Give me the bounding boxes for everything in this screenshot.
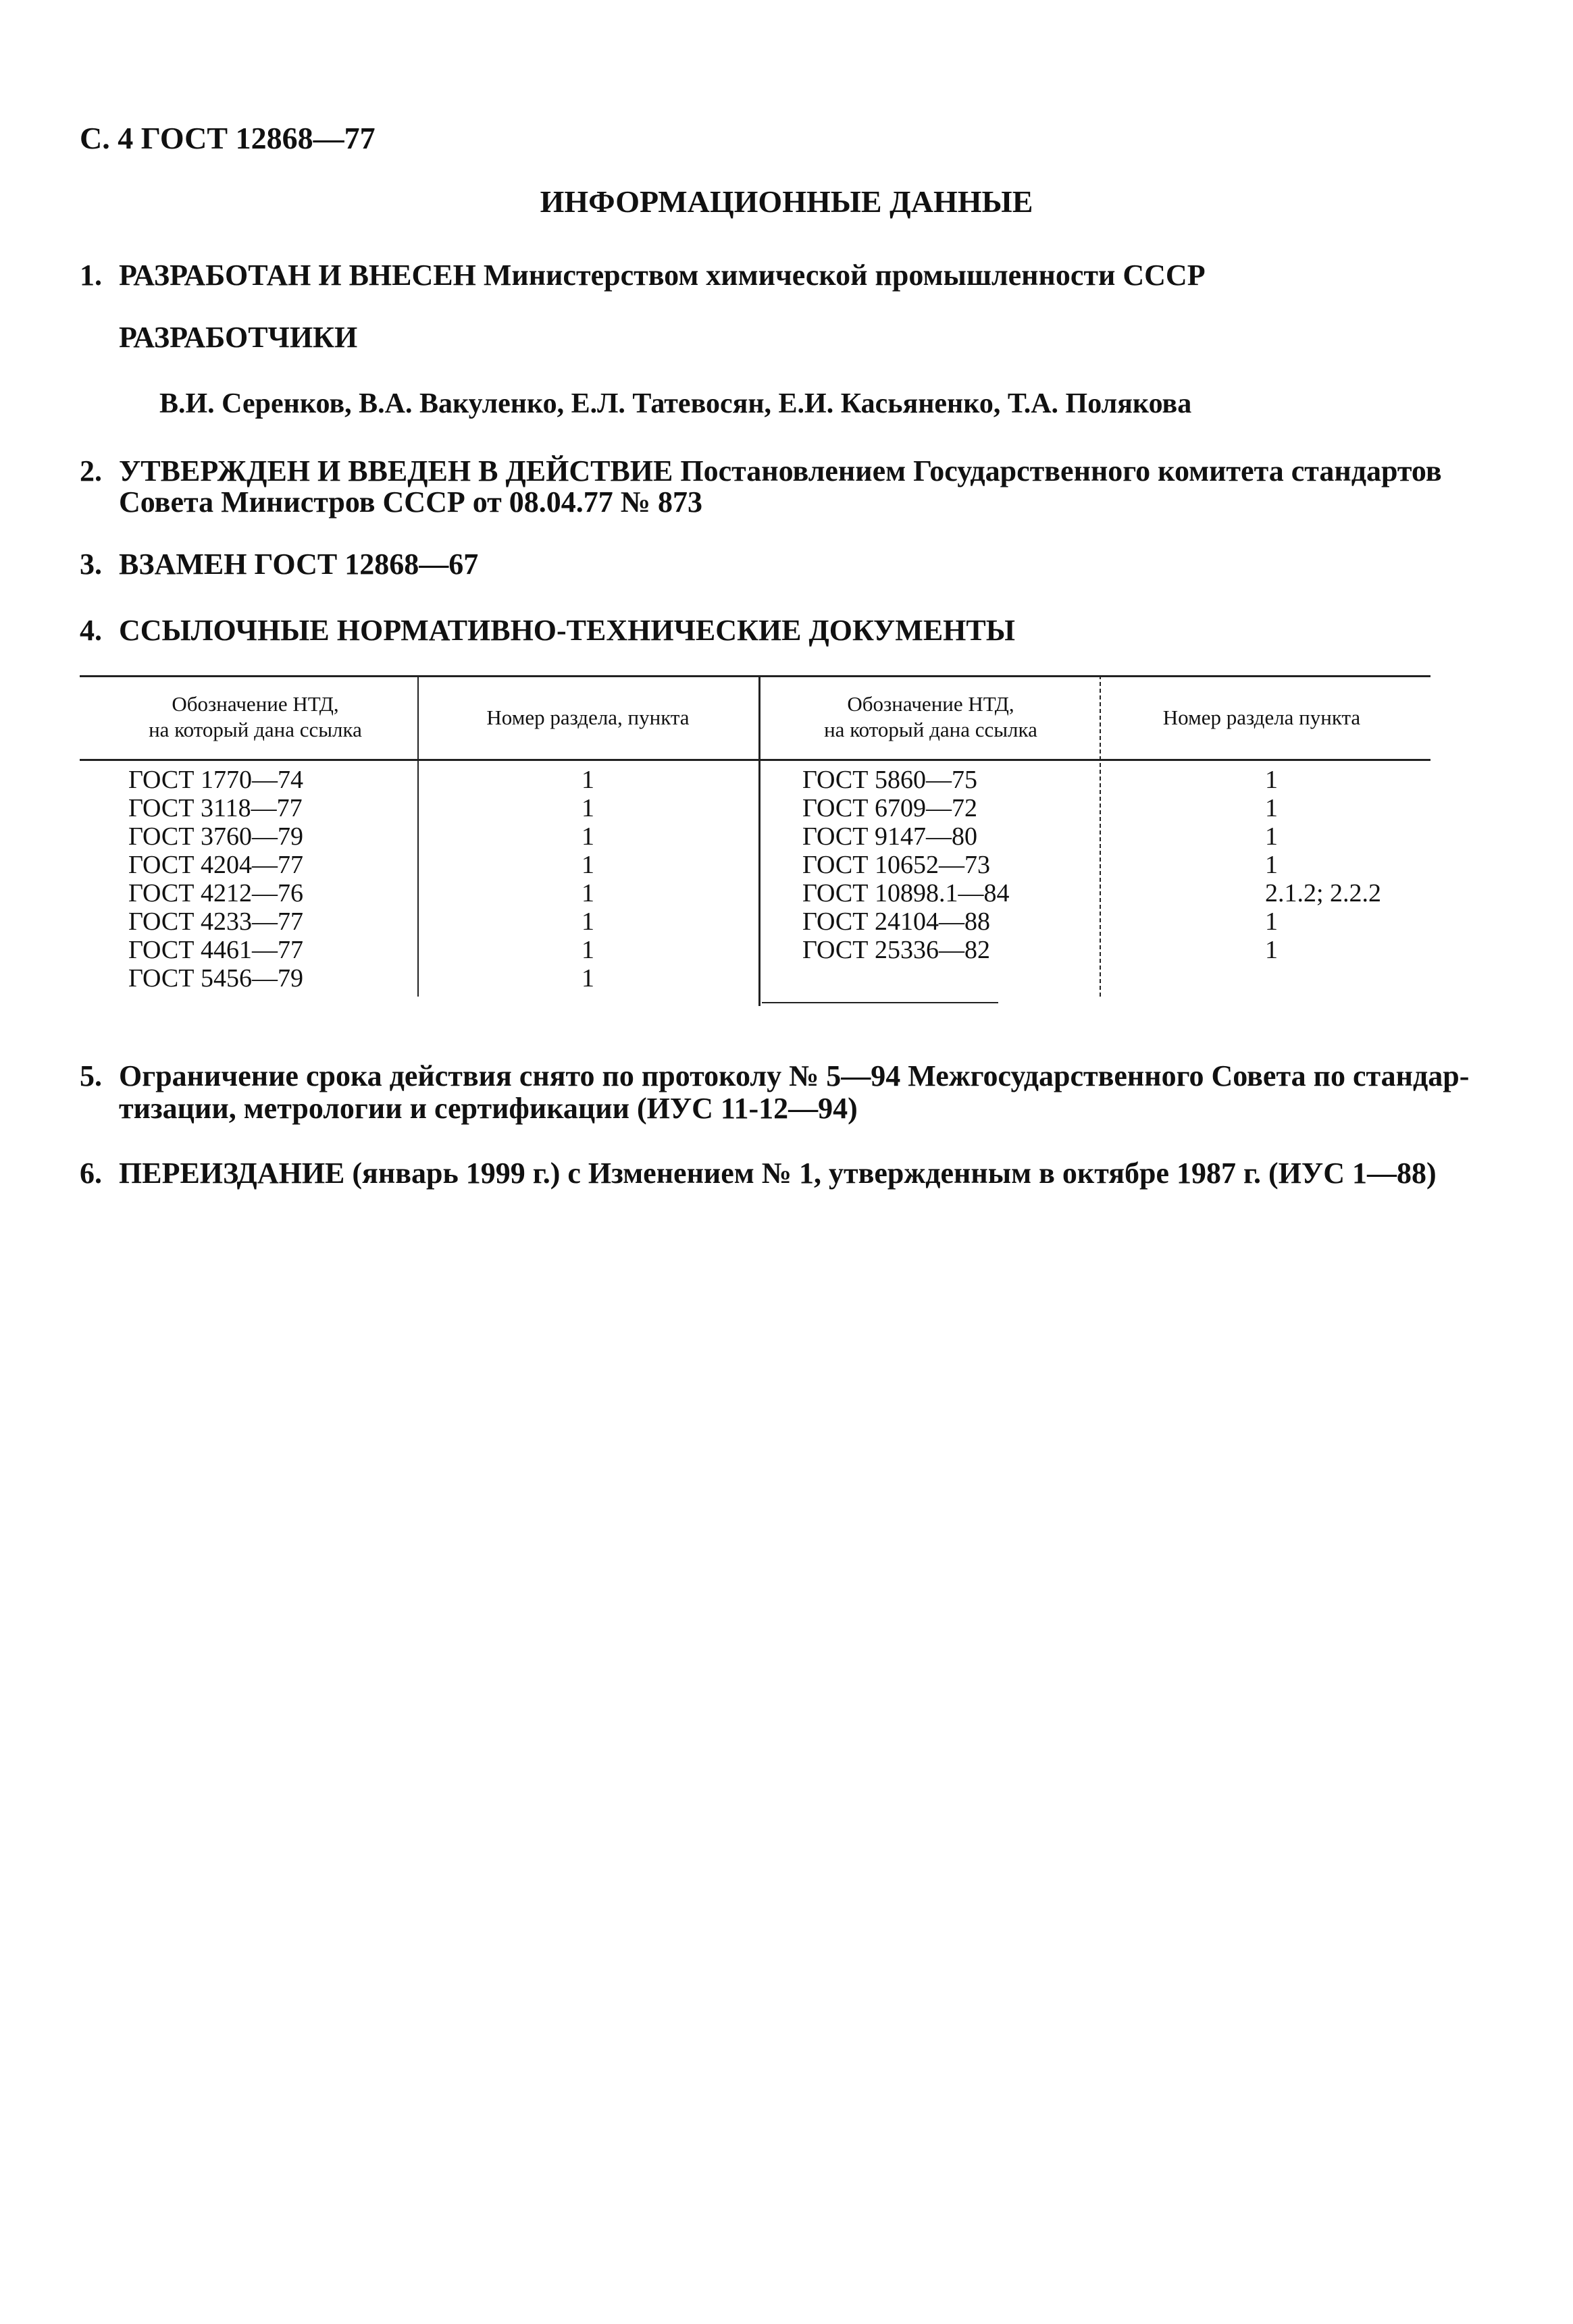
table-cell: 1 [582, 822, 594, 851]
table-cell: 1 [1265, 822, 1278, 851]
developers-list: В.И. Серенков, В.А. Вакуленко, Е.Л. Татевосян, Е.И. Касьяненко, Т.А. Полякова [159, 388, 1192, 419]
table-cell: ГОСТ 9147—80 [802, 822, 977, 851]
right-doc-column [802, 766, 1093, 964]
table-bottom-rule [762, 1002, 998, 1003]
item-number: 6. [80, 1157, 102, 1190]
item-text: Постановлением Государственного комитета стандартов [680, 454, 1442, 487]
table-cell: 1 [582, 794, 594, 822]
table-cell: 2.1.2; 2.2.2 [1265, 879, 1382, 907]
table-cell: ГОСТ 1770—74 [128, 766, 303, 794]
item-lead: РАЗРАБОТАН И ВНЕСЕН [119, 259, 476, 292]
item-2-line2: Совета Министров СССР от 08.04.77 № 873 [119, 485, 702, 519]
table-top-rule [80, 675, 1430, 677]
table-cell: ГОСТ 4233—77 [128, 907, 303, 936]
table-cell: ГОСТ 3118—77 [128, 794, 303, 822]
table-cell: 1 [1265, 794, 1278, 822]
item-6 [80, 1156, 1437, 1190]
table-header-rule [80, 759, 1430, 761]
column-divider [1100, 675, 1101, 997]
references-table [80, 675, 1430, 1006]
column-divider [758, 675, 760, 1006]
item-1 [80, 258, 1206, 292]
item-number: 1. [80, 259, 102, 292]
item-number: 5. [80, 1059, 102, 1092]
table-cell: 1 [582, 851, 594, 879]
header-doc-right: Обозначение НТД, на который дана ссылка [824, 692, 1037, 741]
table-cell: 1 [1265, 907, 1278, 936]
header-doc-left: Обозначение НТД, на который дана ссылка [149, 692, 362, 741]
item-lead: ВЗАМЕН ГОСТ 12868—67 [119, 548, 479, 581]
item-lead: УТВЕРЖДЕН И ВВЕДЕН В ДЕЙСТВИЕ [119, 454, 673, 487]
table-cell: 1 [582, 936, 594, 964]
item-lead: ССЫЛОЧНЫЕ НОРМАТИВНО-ТЕХНИЧЕСКИЕ ДОКУМЕНТЫ [119, 614, 1015, 647]
header-section-left: Номер раздела, пункта [486, 706, 690, 729]
table-cell: ГОСТ 6709—72 [802, 794, 977, 822]
right-section-column [1103, 766, 1420, 964]
item-5 [80, 1059, 1469, 1093]
table-cell: ГОСТ 5860—75 [802, 766, 977, 794]
item-4 [80, 613, 1015, 648]
table-cell: ГОСТ 24104—88 [802, 907, 990, 936]
item-text: Ограничение срока действия снято по протоколу № 5—94 Межгосударственного Совета по стандар- [119, 1059, 1470, 1092]
table-cell: 1 [1265, 936, 1278, 964]
table-cell: 1 [582, 766, 594, 794]
item-number: 4. [80, 614, 102, 647]
table-cell: 1 [582, 879, 594, 907]
table-cell: ГОСТ 10898.1—84 [802, 879, 1010, 907]
developers-label: РАЗРАБОТЧИКИ [119, 321, 358, 354]
table-cell: ГОСТ 4212—76 [128, 879, 303, 907]
table-cell: ГОСТ 10652—73 [802, 851, 990, 879]
table-cell: ГОСТ 25336—82 [802, 936, 990, 964]
table-cell: 1 [1265, 766, 1278, 794]
table-cell: ГОСТ 4461—77 [128, 936, 303, 964]
table-cell: ГОСТ 5456—79 [128, 964, 303, 993]
item-number: 3. [80, 548, 102, 581]
table-cell: ГОСТ 3760—79 [128, 822, 303, 851]
item-5-line2: тизации, метрологии и сертификации (ИУС 11-12—94) [119, 1092, 858, 1125]
document-title: ИНФОРМАЦИОННЫЕ ДАННЫЕ [540, 184, 1033, 219]
table-cell: ГОСТ 4204—77 [128, 851, 303, 879]
table-cell: 1 [582, 964, 594, 993]
page-header: С. 4 ГОСТ 12868—77 [80, 121, 376, 155]
item-text: Министерством химической промышленности СССР [483, 259, 1206, 292]
left-doc-column [128, 766, 412, 993]
item-number: 2. [80, 454, 102, 487]
item-3 [80, 547, 478, 581]
left-section-column [417, 766, 758, 993]
item-text: ПЕРЕИЗДАНИЕ (январь 1999 г.) с Изменением № 1, утвержденным в октябре 1987 г. (ИУС 1—88) [119, 1157, 1437, 1190]
table-cell: 1 [582, 907, 594, 936]
table-cell: 1 [1265, 851, 1278, 879]
header-section-right: Номер раздела пункта [1162, 706, 1361, 729]
item-2 [80, 454, 1442, 488]
